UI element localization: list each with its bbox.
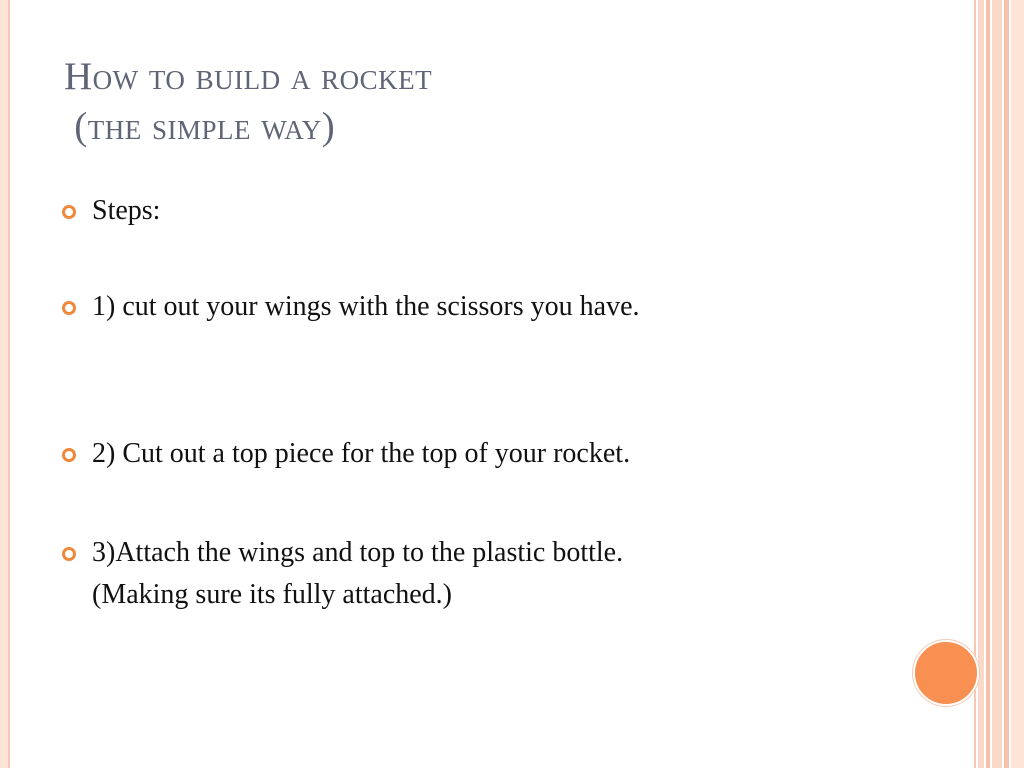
- bullet-line: 3)Attach the wings and top to the plastic bottle.: [92, 537, 624, 568]
- right-stripe-3: [992, 0, 1002, 768]
- bullet-item: [62, 532, 922, 616]
- title-line-2: (the simple way): [64, 105, 336, 148]
- bullet-line: (Making sure its fully attached.): [92, 579, 453, 610]
- bullet-ring-icon: [62, 205, 76, 219]
- bullet-text: [92, 286, 922, 328]
- bullet-text: [92, 190, 922, 232]
- slide-title: [64, 52, 924, 152]
- orange-circle-accent-icon: [913, 640, 979, 706]
- bullet-text: [92, 532, 922, 616]
- bullet-text: [92, 433, 922, 475]
- right-stripe-1: [978, 0, 984, 768]
- bullet-line: Steps:: [92, 195, 161, 226]
- bullet-ring-icon: [62, 301, 76, 315]
- bullet-item: [62, 433, 922, 475]
- bullet-line: 2) Cut out a top piece for the top of your rocket.: [92, 438, 631, 469]
- right-stripe-2: [986, 0, 990, 768]
- bullet-item: [62, 286, 922, 328]
- title-line-1: How to build a rocket: [64, 55, 433, 98]
- bullet-item: [62, 190, 922, 232]
- right-stripe-4: [1004, 0, 1009, 768]
- bullet-ring-icon: [62, 547, 76, 561]
- bullet-ring-icon: [62, 448, 76, 462]
- bullet-line: 1) cut out your wings with the scissors you have.: [92, 291, 640, 322]
- left-stripe: [0, 0, 8, 768]
- right-stripe-5: [1011, 0, 1024, 768]
